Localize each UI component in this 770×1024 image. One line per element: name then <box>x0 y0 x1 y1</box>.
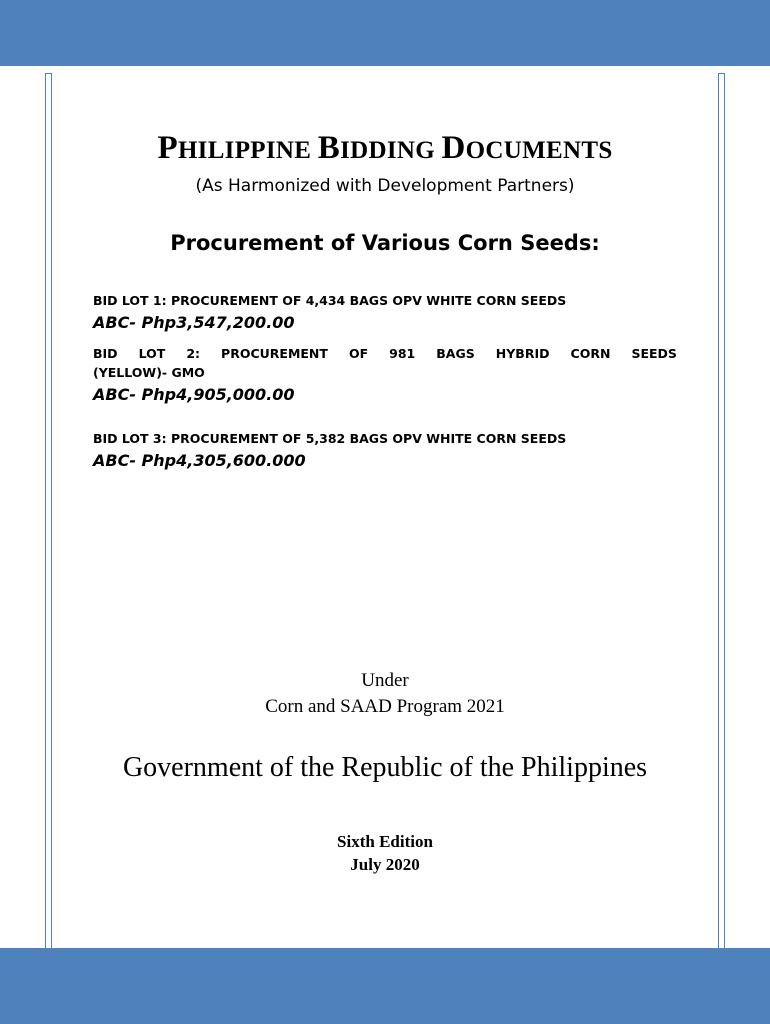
bid-lot-2-word: PROCUREMENT <box>221 346 328 361</box>
top-color-band <box>0 0 770 66</box>
government-name: Government of the Republic of the Philippines <box>122 752 648 783</box>
bid-lot-3-description: BID LOT 3: PROCUREMENT OF 5,382 BAGS OPV WHITE CORN SEEDS <box>93 431 567 446</box>
bottom-color-band <box>0 948 770 1024</box>
under-label: Under <box>361 670 409 691</box>
bid-lot-2-word: CORN <box>570 346 611 361</box>
bid-lot-2-word: 981 <box>389 346 416 361</box>
bid-lot-2-word: BID <box>93 346 118 361</box>
title-word-3: OCUMENTS <box>465 137 613 164</box>
bid-lot-2-description-cont: (YELLOW)- GMO <box>93 365 205 380</box>
bid-lot-2-word: SEEDS <box>631 346 677 361</box>
bid-lot-1-abc: ABC- Php3,547,200.00 <box>93 313 295 332</box>
program-name: Corn and SAAD Program 2021 <box>265 696 505 717</box>
title-word-2: IDDING <box>340 137 435 164</box>
bid-lot-2-word: LOT <box>138 346 166 361</box>
bid-lot-2-description <box>93 344 677 363</box>
title-initial-3: D <box>441 130 466 166</box>
edition-label: Sixth Edition <box>337 832 433 851</box>
bid-lot-1-description: BID LOT 1: PROCUREMENT OF 4,434 BAGS OPV WHITE CORN SEEDS <box>93 293 567 308</box>
left-border-bar <box>45 73 52 948</box>
title-initial-2: B <box>317 130 341 166</box>
title-word-1: HILIPPINE <box>177 137 312 164</box>
document-subtitle: (As Harmonized with Development Partners) <box>195 176 575 196</box>
bid-lot-2-word: BAGS <box>436 346 475 361</box>
title-initial-1: P <box>157 130 178 166</box>
procurement-heading: Procurement of Various Corn Seeds: <box>170 231 600 255</box>
right-border-bar <box>718 73 725 948</box>
bid-lot-3-abc: ABC- Php4,305,600.000 <box>93 451 306 470</box>
edition-date: July 2020 <box>350 855 420 874</box>
bid-lot-2-word: HYBRID <box>495 346 550 361</box>
bid-lot-2-word: OF <box>348 346 369 361</box>
edition-block <box>0 830 770 876</box>
document-title <box>0 130 770 167</box>
program-block <box>0 668 770 720</box>
bid-lot-2-abc: ABC- Php4,905,000.00 <box>93 385 295 404</box>
bid-lot-2-word: 2: <box>186 346 201 361</box>
